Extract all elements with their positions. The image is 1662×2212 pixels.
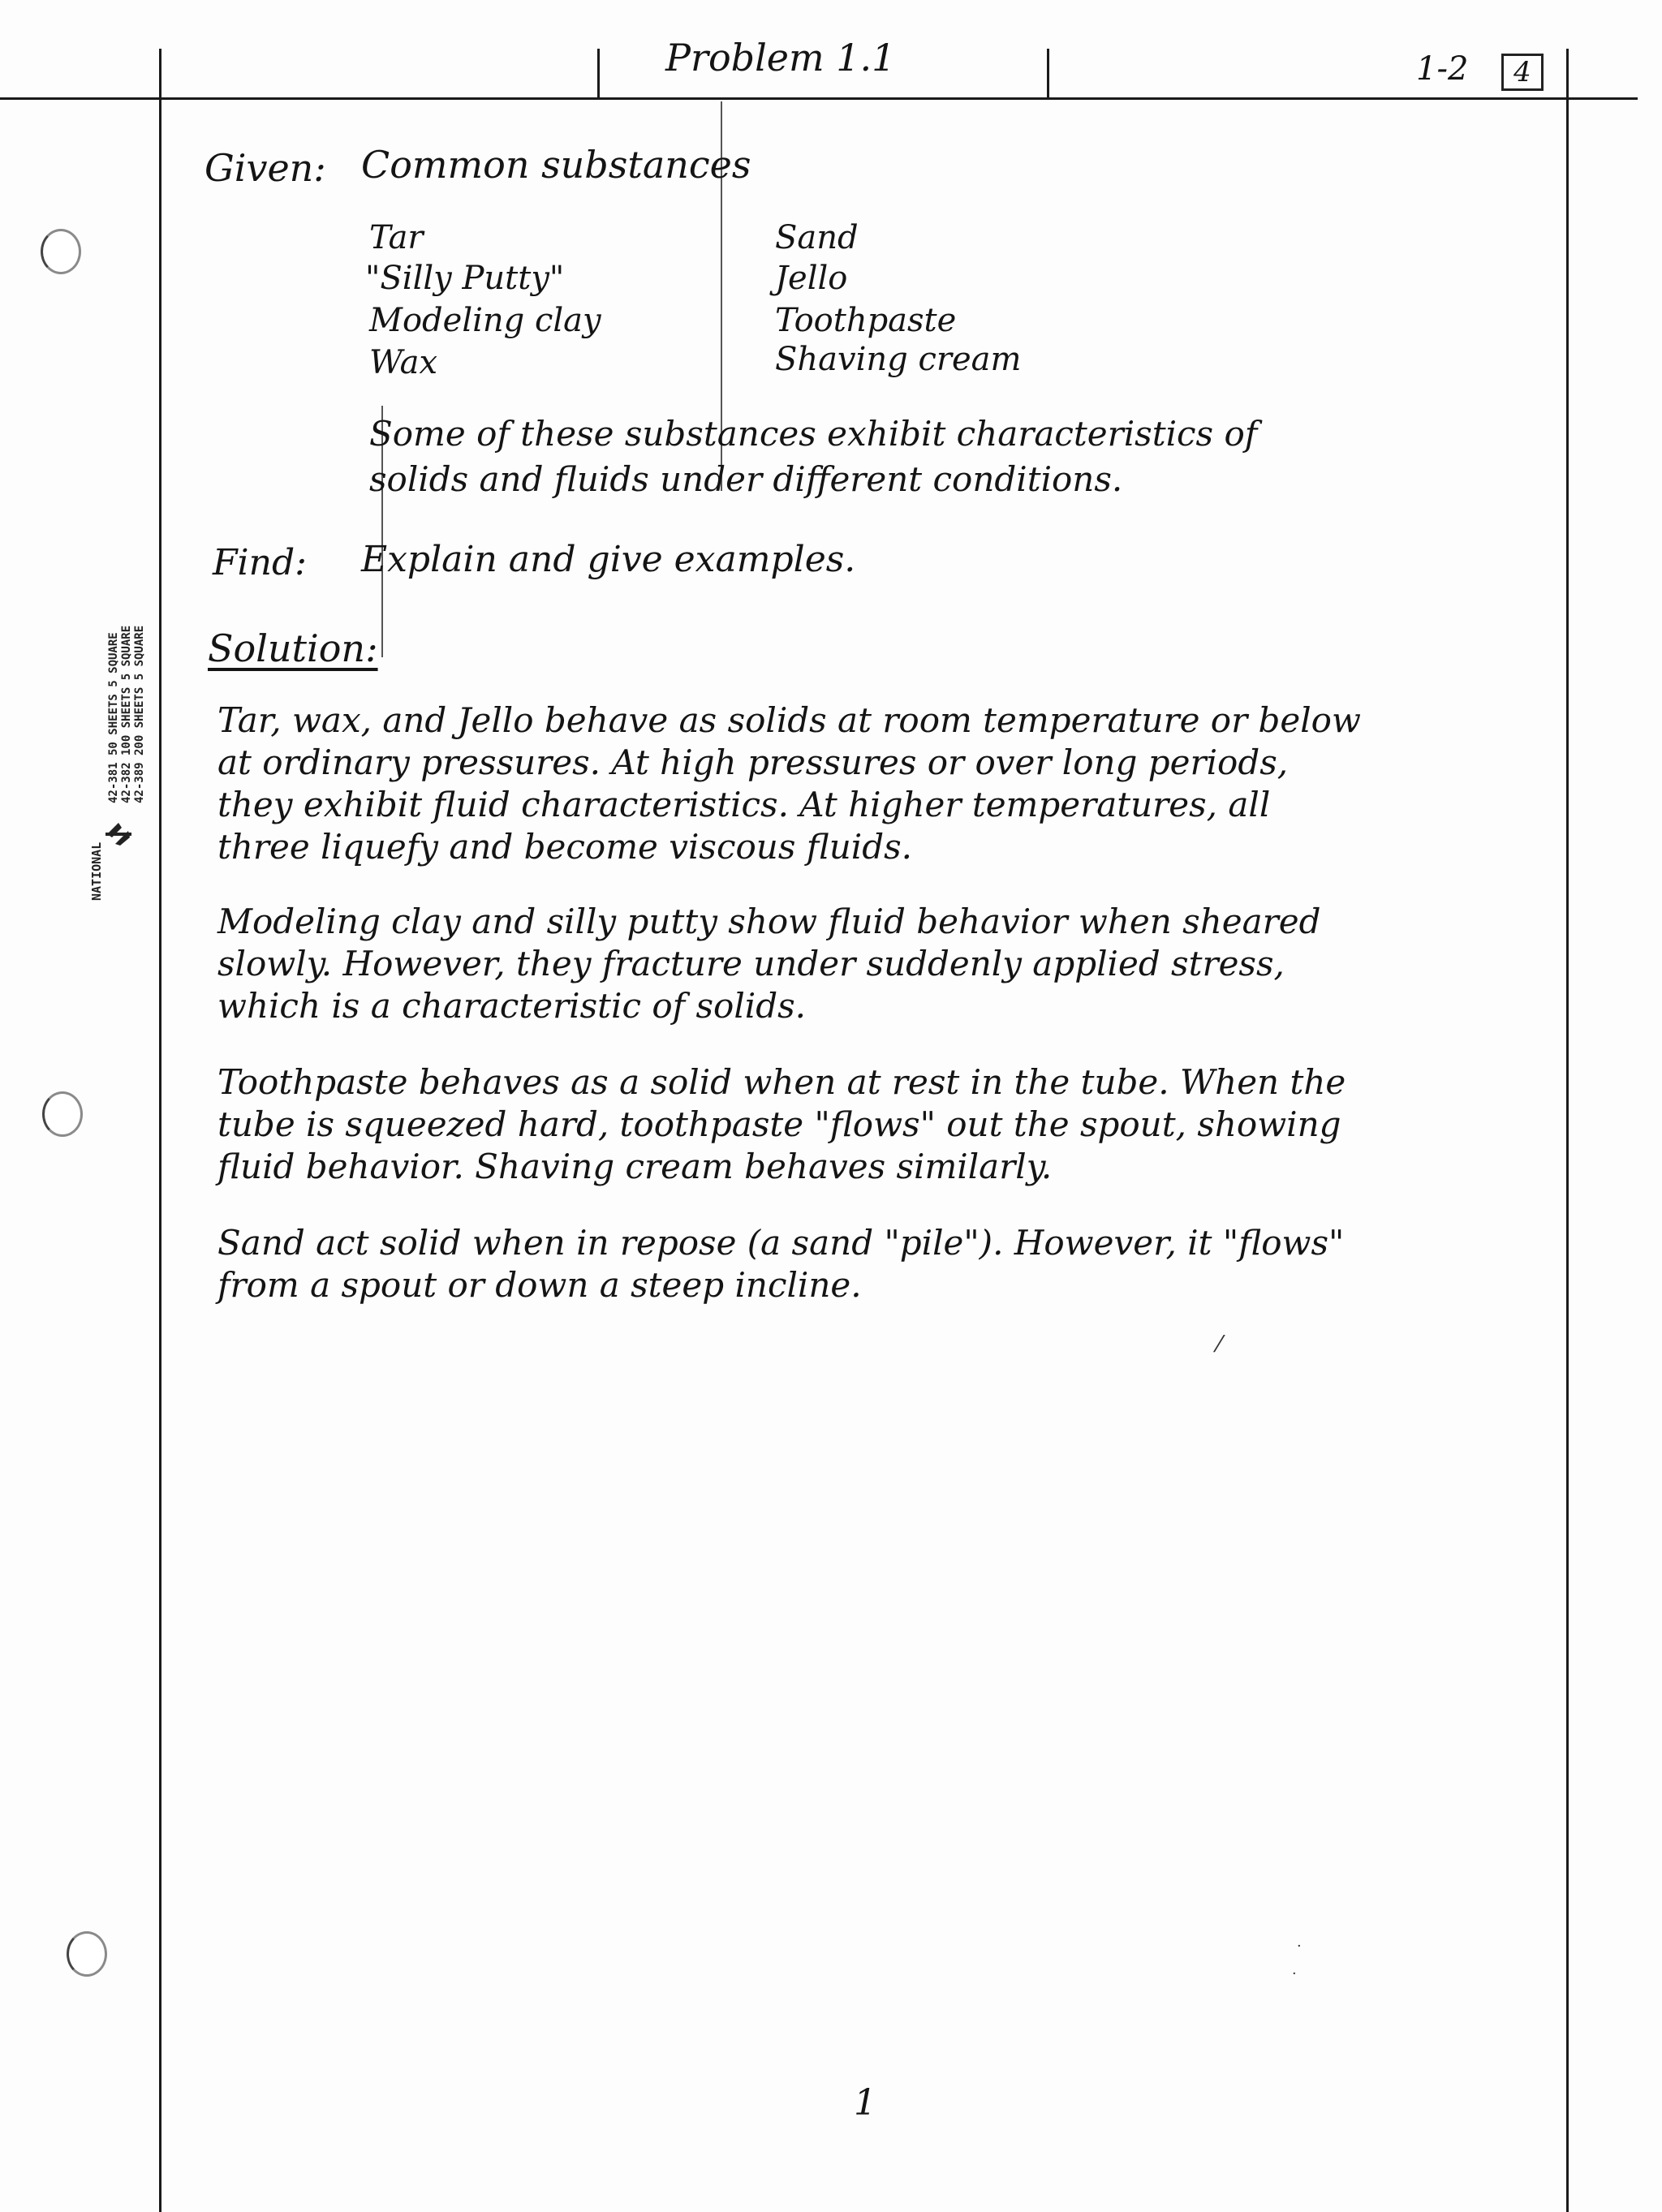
- page-number: 1: [854, 2082, 876, 2124]
- substance-right-4: Shaving cream: [775, 341, 1022, 378]
- vendor-logo-icon: [104, 820, 133, 849]
- solution-label: Solution:: [208, 626, 378, 670]
- substance-left-4: Wax: [369, 344, 438, 381]
- vendor-line-3: 42-389 200 SHEETS 5 SQUARE: [133, 625, 146, 803]
- find-label: Find:: [213, 542, 307, 583]
- given-label: Given:: [205, 146, 326, 190]
- paragraph-line: Sand act solid when in repose (a sand "pile"). However, it "flows": [217, 1223, 1345, 1263]
- paragraph-line: at ordinary pressures. At high pressures or over long periods,: [217, 742, 1289, 782]
- paragraph-line: tube is squeezed hard, toothpaste "flows" out the spout, showing: [217, 1104, 1341, 1144]
- substance-left-2: "Silly Putty": [365, 260, 565, 297]
- stray-pen-mark: ⁄: [1217, 1331, 1221, 1358]
- punch-hole-top: [41, 229, 81, 274]
- solution-paragraph-2: [217, 901, 1320, 1027]
- vendor-brand: NATIONAL: [89, 841, 104, 901]
- given-text: Common substances: [361, 143, 751, 187]
- substance-right-3: Toothpaste: [775, 302, 957, 339]
- paragraph-line: they exhibit fluid characteristics. At higher temperatures, all: [217, 785, 1271, 824]
- substance-right-2: Jello: [775, 260, 848, 297]
- vendor-line-1: 42-381 50 SHEETS 5 SQUARE: [107, 632, 120, 803]
- right-margin-rule: [1566, 49, 1569, 2212]
- solution-paragraph-4: [217, 1222, 1344, 1306]
- solution-paragraph-3: [217, 1061, 1346, 1188]
- punch-hole-bottom: [67, 1931, 107, 1977]
- page-reference: 1-2: [1416, 50, 1469, 88]
- paragraph-line: from a spout or down a steep incline.: [217, 1265, 862, 1305]
- paragraph-line: three liquefy and become viscous fluids.: [217, 827, 913, 867]
- header-divider-right: [1047, 49, 1049, 99]
- vendor-imprint: [88, 560, 144, 901]
- punch-hole-middle: [42, 1091, 83, 1137]
- substance-left-3: Modeling clay: [369, 302, 601, 339]
- given-note-line-2: solids and fluids under different conditions.: [369, 459, 1123, 499]
- stray-dot-mark: ·: [1297, 1938, 1302, 1955]
- paragraph-line: Modeling clay and silly putty show fluid behavior when sheared: [217, 902, 1321, 941]
- paragraph-line: Toothpaste behaves as a solid when at rest in the tube. When the: [217, 1062, 1346, 1102]
- vendor-line-2: 42-382 100 SHEETS 5 SQUARE: [120, 625, 133, 803]
- left-margin-rule: [159, 49, 161, 2212]
- substance-left-1: Tar: [369, 219, 424, 256]
- top-rule: [0, 97, 1638, 100]
- find-text: Explain and give examples.: [361, 539, 856, 580]
- paragraph-line: which is a characteristic of solids.: [217, 986, 806, 1026]
- given-note-line-1: Some of these substances exhibit characteristics of: [369, 414, 1258, 454]
- box-number: 4: [1501, 54, 1544, 91]
- solution-paragraph-1: [217, 699, 1361, 868]
- paragraph-line: slowly. However, they fracture under suddenly applied stress,: [217, 944, 1285, 983]
- stray-dot-mark: ·: [1292, 1965, 1297, 1982]
- paragraph-line: fluid behavior. Shaving cream behaves similarly.: [217, 1147, 1053, 1186]
- paragraph-line: Tar, wax, and Jello behave as solids at room temperature or below: [217, 700, 1361, 740]
- substance-right-1: Sand: [775, 219, 859, 256]
- header-divider-left: [597, 49, 600, 99]
- problem-title: Problem 1.1: [665, 36, 896, 80]
